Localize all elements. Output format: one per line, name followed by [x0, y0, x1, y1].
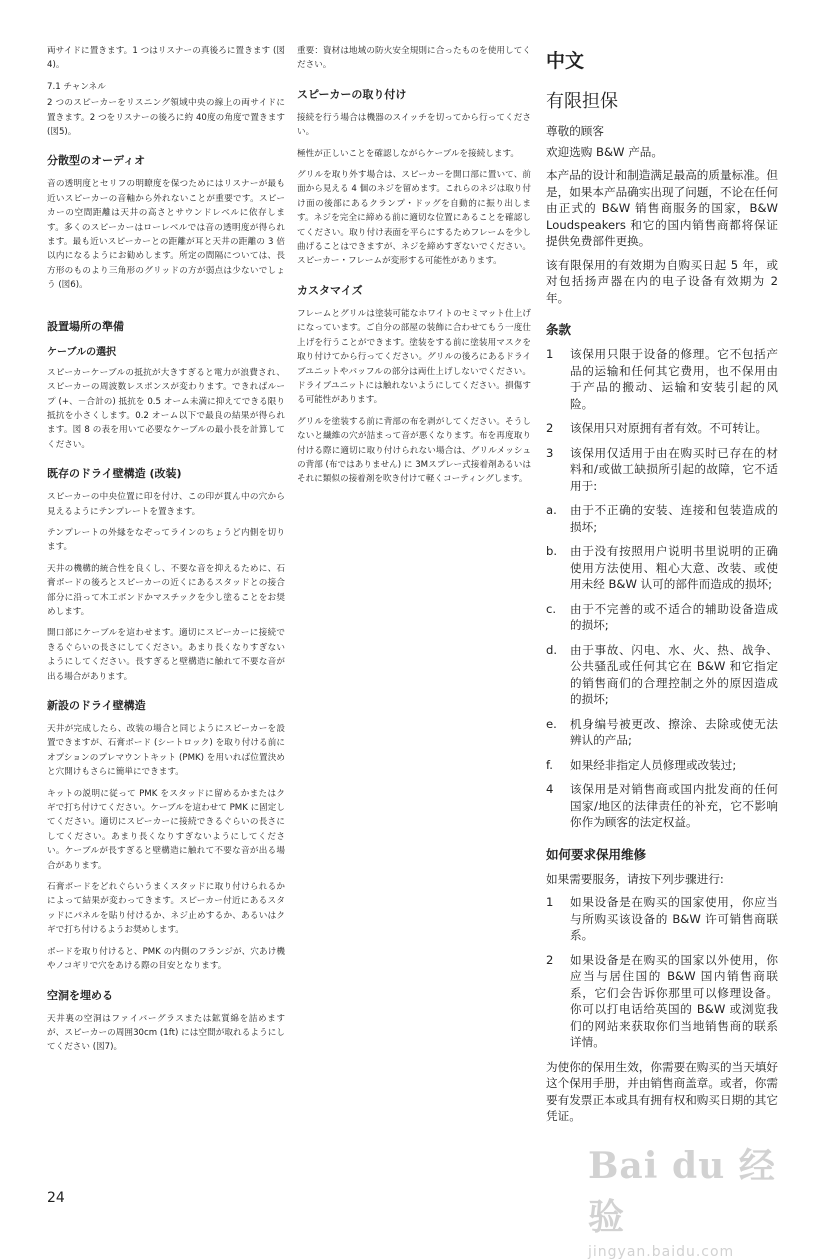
- paragraph-mount-3: グリルを取り外す場合は、スピーカーを開口部に置いて、前面から見える 4 個のネジを留めます。これらのネジは取り付け面の後部にあるクランプ・ドッグを自動的に振り出します。ネジを完全に締める前に適切な位置にあることを確認してください。取り付け表面を平らにするためフレームを少し曲げることはできますが、ネジを締めすぎないでください。スピーカー・フレームが変形する可能性があります。: [297, 170, 531, 267]
- paragraph-welcome: 欢迎选购 B&W 产品。: [546, 144, 663, 159]
- list-item: d. 由于事故、闪电、水、火、热、战争、公共骚乱或任何其它在 B&W 和它指定的销售商们的合理控制之外的原因造成的损坏;: [546, 642, 778, 706]
- heading-dispersed-audio: 分散型のオーディオ: [47, 154, 146, 168]
- paragraph-design: 本产品的设计和制造满足最高的质量标准。但是，如果本产品确实出现了问题，不论在任何由正式的 B&W 销售商服务的国家，B&W Loudspeakers 和它的国内销售商都将保证提供免费部件更换。: [546, 168, 778, 248]
- list-item: 1 该保用只限于设备的修理。它不包括产品的运输和任何其它费用，也不保用由于产品的搬动、运输和安装引起的风险。: [546, 347, 778, 411]
- list-item: 1 如果设备是在购买的国家使用，你应当与所购买该设备的 B&W 许可销售商联系。: [546, 895, 778, 942]
- watermark-url: jingyan.baidu.com: [588, 1244, 735, 1260]
- paragraph-mount-2: 極性が正しいことを確認しながらケーブルを接続します。: [297, 148, 519, 159]
- heading-fill-cavity: 空洞を埋める: [47, 988, 113, 1002]
- paragraph-custom-1: フレームとグリルは塗装可能なホワイトのセミマット仕上げになっています。ご自分の部屋の装飾に合わせてもう一度仕上げを行うことができます。塗装をする前に塗装用マスクを取り付けてから行ってください。グリルの後ろにあるドライブユニットやバッフルの部分は両仕上げしないでください。ドライブユニットには触れないようにしてください。損傷する可能性があります。: [297, 308, 531, 406]
- paragraph-existing-1: スピーカーの中央位置に印を付け、この印が貫ん中の穴から見えるようにテンプレートを置きます。: [47, 492, 285, 517]
- column-japanese-1: [47, 44, 285, 1062]
- watermark-logo: Bai du 经验: [588, 1145, 776, 1238]
- list-item: a. 由于不正确的安装、连接和包装造成的损坏;: [546, 503, 778, 534]
- heading-language-chinese: 中文: [546, 50, 585, 72]
- paragraph-intro: 両サイドに置きます。1 つはリスナーの真後ろに置きます (図4)。: [47, 46, 285, 71]
- heading-existing-drywall: 既存のドライ壁構造 (改装): [47, 467, 182, 481]
- list-item: 2 该保用只对原拥有者有效。不可转让。: [546, 421, 768, 435]
- paragraph-cable: スピーカーケーブルの抵抗が大きすぎると電力が浪費され、スピーカーの周波数レスポンスが変わります。できればループ (+、－合計の) 抵抗を 0.5 オーム未満に抑えてできる限り抵抗を小さくします。0.2 オーム以下で最良の結果が得られます。図 8 の表を用いて必要なケーブルの最小長を計算してください。: [47, 367, 285, 450]
- list-item: b. 由于没有按照用户说明书里说明的正确使用方法使用、粗心大意、改装、或使用未经 B&W 认可的部件而造成的损坏;: [546, 544, 778, 591]
- paragraph-existing-3: 天井の機構的統合性を良くし、不要な音を抑えるために、石膏ボードの後ろとスピーカーの近くにあるスタッドとの接合部分に沿って木工ボンドかマスチックを少し塗ることをお奨めします。: [47, 563, 285, 617]
- paragraph-new-4: ボードを取り付けると、PMK の内側のフランジが、穴あけ機やノコギリで穴をあける際の目安となります。: [47, 946, 285, 972]
- heading-site-preparation: 設置場所の準備: [47, 319, 124, 333]
- paragraph-period: 该有限保用的有效期为自购买日起 5 年，或对包括扬声器在内的电子设备有效期为 2 年。: [546, 257, 778, 305]
- heading-how-to-claim: 如何要求保用维修: [546, 846, 647, 862]
- page-number: 24: [47, 1190, 65, 1206]
- list-item: e. 机身编号被更改、擦涂、去除或使无法辨认的产品;: [546, 716, 778, 747]
- paragraph-how-to: 如果需要服务，请按下列步骤进行:: [546, 871, 724, 886]
- heading-speaker-mounting: スピーカーの取り付け: [297, 87, 407, 101]
- paragraph-greeting: 尊敬的顾客: [546, 124, 604, 138]
- heading-terms: 条款: [546, 322, 572, 337]
- paragraph-cavity: 天井裏の空洞はファイバーグラスまたは鉱質綿を詰めますが、スピーカーの周囲30cm (1ft) には空間が取れるようにしてください (図7)。: [47, 1013, 285, 1053]
- paragraph-fire-note: 重要：資材は地域の防火安全規則に合ったものを使用してください。: [297, 46, 531, 71]
- paragraph-existing-4: 開口部にケーブルを這わせます。適切にスピーカーに接続できるぐらいの長さにしてください。あまり長くなりすぎないようにしてください。長すぎると壁構造に触れて不要な音が出る場合があります。: [47, 628, 285, 682]
- paragraph-new-1: 天井が完成したら、改装の場合と同じようにスピーカーを設置できますが、石膏ボード (シートロック) を取り付ける前にオプションのプレマウントキット (PMK) を用いれば位置決めと穴開けもさらに簡単にできます。: [47, 724, 285, 778]
- heading-limited-warranty: 有限担保: [546, 91, 618, 112]
- list-item: 3 该保用仅适用于由在购买时已存在的材料和/或做工缺损所引起的故障，它不适用于:: [546, 445, 778, 493]
- heading-new-drywall: 新設のドライ壁構造: [47, 699, 146, 712]
- paragraph-new-2: キットの説明に従って PMK をスタッドに留めるかまたはクギで打ち付けてください。ケーブルを這わせて PMK に固定してください。適切にスピーカーに接続できるぐらいの長さにしてください。あまり長くなりすぎないようにしてください。ケーブルが長すぎると壁構造に触れて不要な音が出る場合があります。: [47, 788, 285, 871]
- paragraph-existing-2: テンプレートの外縁をなぞってラインのちょうど内側を切ります。: [47, 527, 285, 553]
- list-item: f. 如果经非指定人员修理或改装过;: [546, 757, 737, 772]
- heading-customize: カスタマイズ: [297, 283, 363, 297]
- heading-cable-selection: ケーブルの選択: [47, 346, 117, 358]
- paragraph-dispersed: 音の透明度とセリフの明瞭度を保つためにはリスナーが最も近いスピーカーの音軸から外れないことが重要です。スピーカーの空間距離は天井の高さとサウンドレベルに依存します。多くのスピーカーはローレベルでは音の透明度が得られます。最も近いスピーカーとの距離が耳と天井の距離の 3 倍以内になるようにお勧めします。所定の間隔については、長方形のものより三角形のグリッドの方が弱点は少ないでしょう (図6)。: [47, 179, 285, 291]
- paragraph-new-3: 石膏ボードをどれぐらいうまくスタッドに取り付けられるかによって結果が変わってきます。スピーカー付近にあるスタッドにパネルを貼り付けるか、ネジ止めするか、あるいはクギで打ち付けるようお奨めします。: [47, 882, 285, 936]
- paragraph-final: 为使你的保用生效，你需要在购买的当天填好这个保用手册，并由销售商盖章。或者，你需要有发票正本或具有拥有权和购买日期的其它凭证。: [546, 1059, 778, 1123]
- baidu-watermark: [588, 1138, 778, 1260]
- column-chinese: [546, 44, 778, 1132]
- list-item: c. 由于不完善的或不适合的辅助设备造成的损坏;: [546, 601, 778, 632]
- list-item: 2 如果设备是在购买的国家以外使用，你应当与居住国的 B&W 国内销售商联系，它们会告诉你那里可以修理设备。你可以打电话给英国的 B&W 或浏览我们的网站来获取你们当地销售商的联系详情。: [546, 952, 778, 1049]
- paragraph-7-1: 2 つのスピーカーをリスニング領域中央の線上の両サイドに置きます。2 つをリスナーの後ろに約 40度の角度で置きます (図5)。: [47, 98, 285, 138]
- label-7-1-channel: 7.1 チャンネル: [47, 81, 106, 92]
- list-item: 4 该保用是对销售商或国内批发商的任何国家/地区的法律责任的补充，它不影响你作为顾客的法定权益。: [546, 782, 778, 829]
- paragraph-mount-1: 接続を行う場合は機器のスイッチを切ってから行ってください。: [297, 112, 531, 138]
- column-japanese-2: [297, 44, 531, 494]
- paragraph-custom-2: グリルを塗装する前に背部の布を剥がしてください。そうしないと繊維の穴が詰まって音が悪くなります。布を再度取り付ける際に適切に取り付けられない場合は、グリルメッシュの背部 (布ではありません) に 3Mスプレー式接着剤あるいはそれに類似の接着剤を吹き付けて軽くコーティングします。: [297, 416, 531, 485]
